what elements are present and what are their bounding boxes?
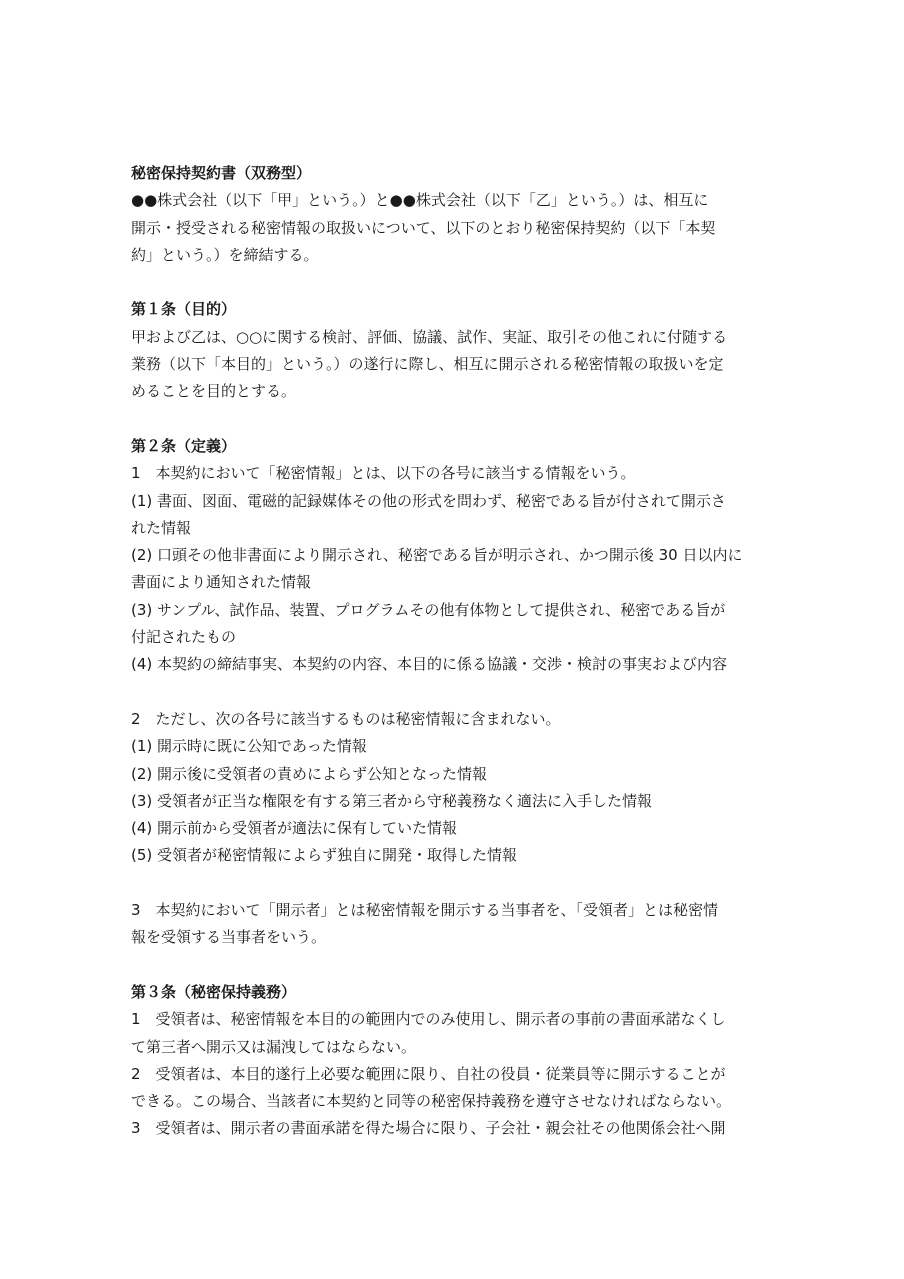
text-line: れた情報 [131,518,192,537]
text-line: (2) 口頭その他非書面により開示され、秘密である旨が明示され、かつ開示後 30 日以内に [131,546,743,565]
text-line: (3) 受領者が正当な権限を有する第三者から守秘義務なく適法に入手した情報 [131,791,653,810]
article-2-paragraph-2 [131,706,779,870]
text-line: て第三者へ開示又は漏洩してはならない。 [131,1037,417,1056]
article-1-heading: 第１条（目的） [131,300,237,319]
text-line: 甲および乙は、○○に関する検討、評価、協議、試作、実証、取引その他これに付随する [131,327,728,346]
article-3-body [131,1006,779,1142]
text-line: 付記されたもの [131,628,237,647]
article-2-heading: 第２条（定義） [131,436,237,455]
text-line: 2 受領者は、本目的遂行上必要な範囲に限り、自社の役員・従業員等に開示することが [131,1064,726,1083]
article-1-body [131,324,779,406]
preamble [131,187,779,269]
article-2-paragraph-1 [131,460,779,678]
text-line: (3) サンプル、試作品、装置、プログラムその他有体物として提供され、秘密である旨が [131,600,726,619]
document-title: 秘密保持契約書（双務型） [131,164,312,182]
text-line: 3 本契約において「開示者」とは秘密情報を開示する当事者を、「受領者」とは秘密情 [131,901,719,920]
article-3-heading: 第３条（秘密保持義務） [131,982,297,1001]
text-line: 開示・授受される秘密情報の取扱いについて、以下のとおり秘密保持契約（以下「本契 [131,218,716,237]
text-line: 2 ただし、次の各号に該当するものは秘密情報に含まれない。 [131,709,561,728]
text-line: 業務（以下「本目的」という。）の遂行に際し、相互に開示される秘密情報の取扱いを定 [131,355,724,374]
text-line: (4) 開示前から受領者が適法に保有していた情報 [131,819,458,838]
text-line: (2) 開示後に受領者の責めによらず公知となった情報 [131,764,488,783]
text-line: (4) 本契約の締結事実、本契約の内容、本目的に係る協議・交渉・検討の事実および内容 [131,655,728,674]
text-line: できる。この場合、当該者に本契約と同等の秘密保持義務を遵守させなければならない。 [131,1092,732,1111]
text-line: 書面により通知された情報 [131,573,312,592]
text-line: 報を受領する当事者をいう。 [131,928,327,947]
text-line: ●●株式会社（以下「甲」という。）と●●株式会社（以下「乙」という。）は、相互に [131,191,709,210]
text-line: (5) 受領者が秘密情報によらず独自に開発・取得した情報 [131,846,518,865]
text-line: 1 受領者は、秘密情報を本目的の範囲内でのみ使用し、開示者の事前の書面承諾なくし [131,1010,726,1029]
text-line: 3 受領者は、開示者の書面承諾を得た場合に限り、子会社・親会社その他関係会社へ開 [131,1119,726,1138]
text-line: 約」という。）を締結する。 [131,245,319,264]
text-line: 1 本契約において「秘密情報」とは、以下の各号に該当する情報をいう。 [131,464,636,483]
text-line: めることを目的とする。 [131,382,297,401]
document-body [131,160,779,1143]
text-line: (1) 書面、図面、電磁的記録媒体その他の形式を問わず、秘密である旨が付されて開示さ [131,491,726,510]
article-2-paragraph-3 [131,897,779,952]
text-line: (1) 開示時に既に公知であった情報 [131,737,367,756]
